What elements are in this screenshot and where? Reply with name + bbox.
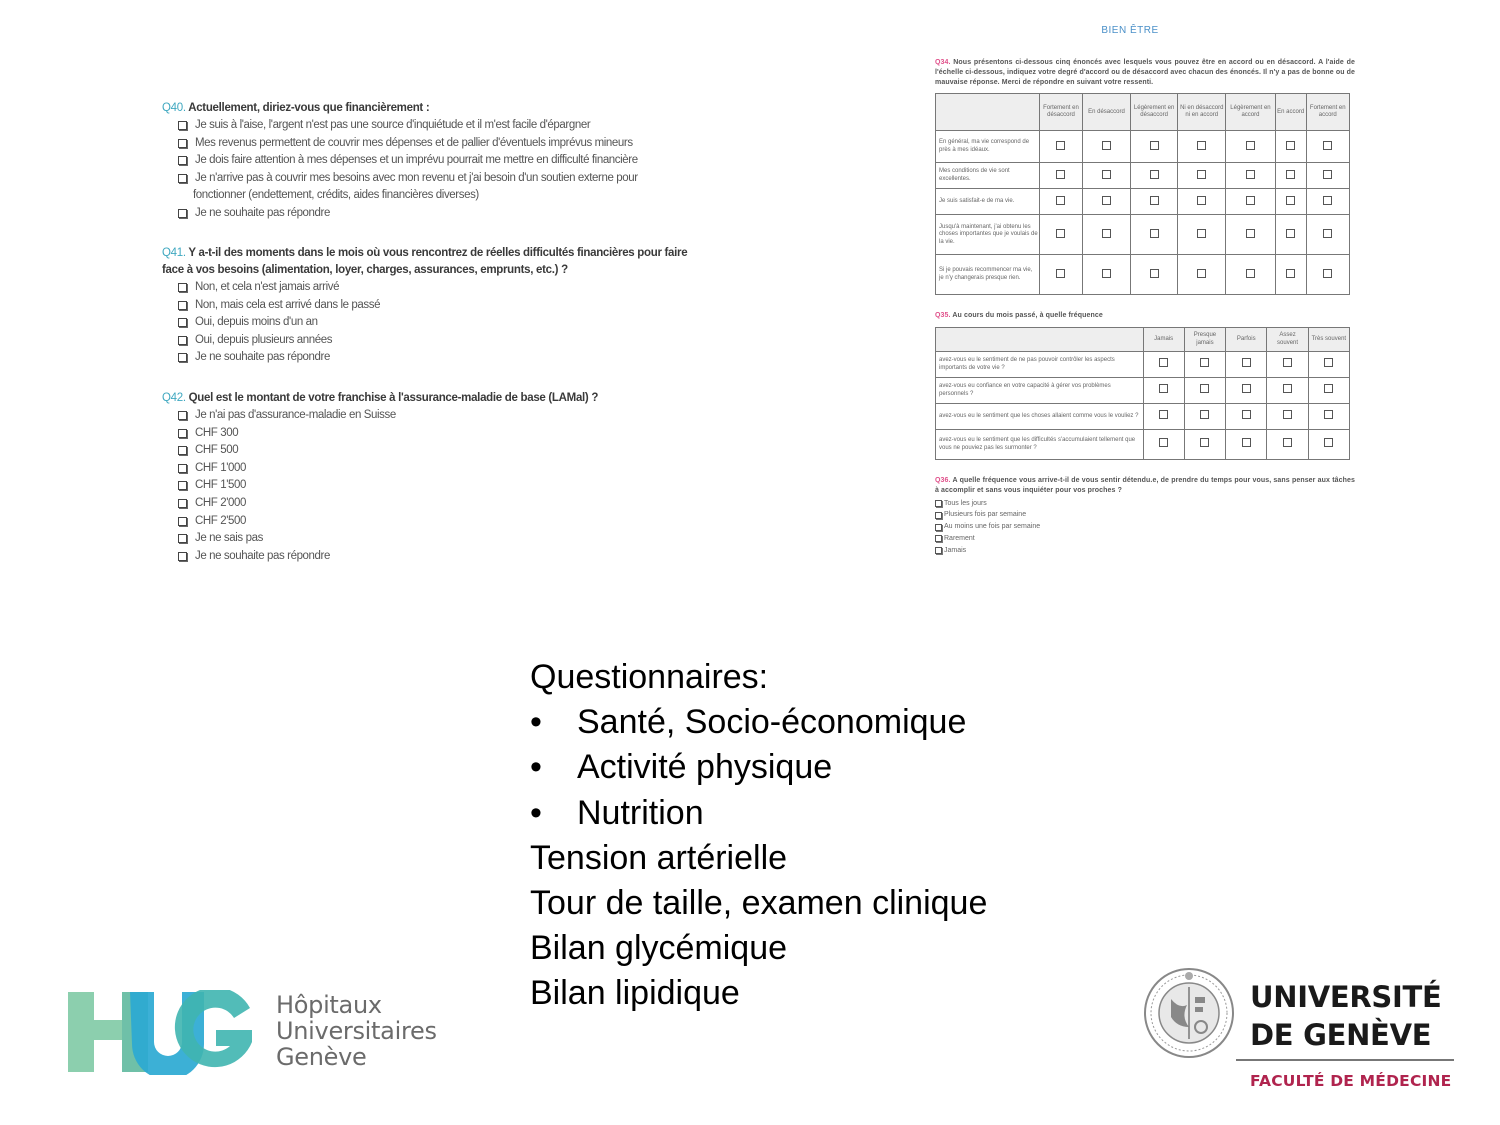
checkbox-icon <box>1283 358 1292 367</box>
q34-likert-table: Fortement en désaccord En désaccord Légèrement en désaccord Ni en désaccord ni en accord Légèrement en accord En accord Fortement en accord En général, ma vie correspond de près à mes idéaux. Mes conditions de vie sont excellentes. Je suis satisfait-e de ma vie. Jusqu'à maintenant, j'ai obtenu les choses importantes que je voulais de la vie. Si je pouvais recommencer ma vie, je n'y changerais presque rien. <box>935 93 1350 295</box>
option: CHF 2'000 <box>178 495 598 513</box>
checkbox-icon <box>178 411 187 420</box>
question-q42 <box>162 390 598 565</box>
checkbox-icon <box>178 353 187 362</box>
checkbox-icon <box>1159 358 1168 367</box>
option: Je ne souhaite pas répondre <box>178 205 638 223</box>
option: Plusieurs fois par semaine <box>935 509 1355 521</box>
checkbox-icon <box>935 500 942 507</box>
logo-divider <box>1236 1059 1454 1061</box>
checkbox-icon <box>1056 170 1065 179</box>
checkbox-icon <box>1056 196 1065 205</box>
option: Jamais <box>935 545 1355 557</box>
option: Je n'ai pas d'assurance-maladie en Suisse <box>178 407 598 425</box>
checkbox-icon <box>1286 170 1295 179</box>
checkbox-icon <box>1056 229 1065 238</box>
checkbox-icon <box>1056 141 1065 150</box>
checkbox-icon <box>178 283 187 292</box>
checkbox-icon <box>178 336 187 345</box>
checkbox-icon <box>1150 269 1159 278</box>
checkbox-icon <box>178 446 187 455</box>
checkbox-icon <box>1286 196 1295 205</box>
option: Oui, depuis moins d'un an <box>178 314 687 332</box>
checkbox-icon <box>1323 141 1332 150</box>
checkbox-icon <box>935 547 942 554</box>
checkbox-icon <box>178 139 187 148</box>
checkbox-icon <box>178 464 187 473</box>
main-text-block <box>530 655 987 1017</box>
checkbox-icon <box>1283 438 1292 447</box>
checkbox-icon <box>1323 269 1332 278</box>
table-row: avez-vous eu le sentiment que les difficultés s'accumulaient tellement que vous ne pouviez pas les surmonter ? <box>936 430 1350 460</box>
question-title-line2: face à vos besoins (alimentation, loyer, charges, assurances, emprunts, etc.) ? <box>162 264 568 276</box>
checkbox-icon <box>1286 141 1295 150</box>
option: Je ne sais pas <box>178 530 598 548</box>
checkbox-icon <box>1242 438 1251 447</box>
checkbox-icon <box>1197 141 1206 150</box>
checkbox-icon <box>1324 384 1333 393</box>
text-line: Tour de taille, examen clinique <box>530 884 988 923</box>
table-row: En général, ma vie correspond de près à mes idéaux. <box>936 131 1350 163</box>
checkbox-icon <box>178 534 187 543</box>
question-title: Q41. Y a-t-il des moments dans le mois où vous rencontrez de réelles difficultés financières pour faire <box>162 247 688 259</box>
bullet-item: • Activité physique <box>530 745 987 790</box>
option: Non, mais cela est arrivé dans le passé <box>178 297 687 315</box>
right-questionnaire-image <box>935 25 1355 556</box>
checkbox-icon <box>178 481 187 490</box>
option: Tous les jours <box>935 498 1355 510</box>
option: Je suis à l'aise, l'argent n'est pas une source d'inquiétude et il m'est facile d'épargner <box>178 117 638 135</box>
option: CHF 1'000 <box>178 460 598 478</box>
checkbox-icon <box>1197 170 1206 179</box>
hug-letters-icon <box>68 990 258 1075</box>
option: Je n'arrive pas à couvrir mes besoins avec mon revenu et j'ai besoin d'un soutien externe pour <box>178 170 638 188</box>
checkbox-icon <box>1286 269 1295 278</box>
bullet-icon: • <box>530 748 542 787</box>
checkbox-icon <box>1242 384 1251 393</box>
checkbox-icon <box>1197 229 1206 238</box>
table-row: avez-vous eu le sentiment que les choses allaient comme vous le vouliez ? <box>936 404 1350 430</box>
checkbox-icon <box>178 209 187 218</box>
checkbox-icon <box>178 156 187 165</box>
bullet-icon: • <box>530 703 542 742</box>
checkbox-icon <box>1150 141 1159 150</box>
option: Oui, depuis plusieurs années <box>178 332 687 350</box>
question-number: Q42. <box>162 392 186 404</box>
option: Je dois faire attention à mes dépenses et un imprévu pourrait me mettre en difficulté financière <box>178 152 638 170</box>
table-row: avez-vous eu le sentiment de ne pas pouvoir contrôler les aspects importants de votre vie ? <box>936 352 1350 378</box>
checkbox-icon <box>178 552 187 561</box>
question-q34-text: Q34. Nous présentons ci-dessous cinq énoncés avec lesquels vous pouvez être en accord ou en désaccord. A l'aide de l'échelle ci-dessous, indiquez votre degré d'accord ou de désaccord avec chacun des énoncés. Il n'y a pas de bonne ou de mauvaise réponse. Merci de répondre en suivant votre ressenti. <box>935 59 1356 86</box>
checkbox-icon <box>1246 170 1255 179</box>
q35-frequency-table: Jamais Presque jamais Parfois Assez souvent Très souvent avez-vous eu le sentiment de ne pas pouvoir contrôler les aspects importants de votre vie ? avez-vous eu confiance en votre capacité à gérer vos problèmes personnels ? avez-vous eu le sentiment que les choses allaient comme vous le vouliez ? avez-vous eu le sentiment que les difficultés s'accumulaient tellement que vous ne pouviez pas les surmonter ? <box>935 327 1350 460</box>
question-q40 <box>162 100 638 223</box>
checkbox-icon <box>1200 438 1209 447</box>
checkbox-icon <box>1159 384 1168 393</box>
checkbox-icon <box>1283 410 1292 419</box>
question-number: Q41. <box>162 247 186 259</box>
option: Mes revenus permettent de couvrir mes dépenses et de pallier d'éventuels imprévus mineurs <box>178 135 638 153</box>
option-continuation: fonctionner (endettement, crédits, aides financières diverses) <box>193 189 479 202</box>
question-q35-text: Q35. Au cours du mois passé, à quelle fréquence <box>935 312 1103 320</box>
checkbox-icon <box>1324 438 1333 447</box>
checkbox-icon <box>1323 229 1332 238</box>
checkbox-icon <box>1323 170 1332 179</box>
table-row: avez-vous eu confiance en votre capacité à gérer vos problèmes personnels ? <box>936 378 1350 404</box>
checkbox-icon <box>1246 269 1255 278</box>
checkbox-icon <box>1150 170 1159 179</box>
checkbox-icon <box>1102 141 1111 150</box>
checkbox-icon <box>1323 196 1332 205</box>
checkbox-icon <box>1242 410 1251 419</box>
option: CHF 1'500 <box>178 477 598 495</box>
checkbox-icon <box>1150 229 1159 238</box>
option: Au moins une fois par semaine <box>935 521 1355 533</box>
bullet-item: • Santé, Socio-économique <box>530 700 987 745</box>
checkbox-icon <box>1324 358 1333 367</box>
checkbox-icon <box>1246 196 1255 205</box>
checkbox-icon <box>1200 384 1209 393</box>
question-number: Q40. <box>162 102 186 114</box>
checkbox-icon <box>1102 196 1111 205</box>
checkbox-icon <box>178 301 187 310</box>
main-heading: Questionnaires: <box>530 658 769 696</box>
checkbox-icon <box>1200 358 1209 367</box>
checkbox-icon <box>1324 410 1333 419</box>
section-title: BIEN ÊTRE <box>1101 25 1159 36</box>
option: Rarement <box>935 533 1355 545</box>
checkbox-icon <box>1200 410 1209 419</box>
option: CHF 500 <box>178 442 598 460</box>
checkbox-icon <box>1056 269 1065 278</box>
checkbox-icon <box>178 121 187 130</box>
checkbox-icon <box>1286 229 1295 238</box>
checkbox-icon <box>1102 229 1111 238</box>
checkbox-icon <box>178 517 187 526</box>
table-row: Si je pouvais recommencer ma vie, je n'y changerais presque rien. <box>936 255 1350 295</box>
question-title: Q40. Actuellement, diriez-vous que financièrement : <box>162 102 430 114</box>
bullet-item: • Nutrition <box>530 791 987 836</box>
faculty-name: FACULTÉ DE MÉDECINE <box>1250 1072 1452 1090</box>
checkbox-icon <box>1159 410 1168 419</box>
checkbox-icon <box>1283 384 1292 393</box>
checkbox-icon <box>1159 438 1168 447</box>
table-row: Jusqu'à maintenant, j'ai obtenu les choses importantes que je voulais de la vie. <box>936 215 1350 255</box>
option: Je ne souhaite pas répondre <box>178 349 687 367</box>
checkbox-icon <box>1246 229 1255 238</box>
checkbox-icon <box>1102 170 1111 179</box>
checkbox-icon <box>1197 269 1206 278</box>
checkbox-icon <box>1150 196 1159 205</box>
question-title: Q42. Quel est le montant de votre franchise à l'assurance-maladie de base (LAMal) ? <box>162 392 599 404</box>
text-line: Bilan glycémique <box>530 929 788 968</box>
question-q41 <box>162 245 687 367</box>
text-line: Bilan lipidique <box>530 974 740 1013</box>
checkbox-icon <box>178 174 187 183</box>
checkbox-icon <box>178 318 187 327</box>
checkbox-icon <box>935 512 942 519</box>
option: Non, et cela n'est jamais arrivé <box>178 279 687 297</box>
text-line: Tension artérielle <box>530 838 788 877</box>
checkbox-icon <box>178 499 187 508</box>
option: Je ne souhaite pas répondre <box>178 548 598 566</box>
checkbox-icon <box>1102 269 1111 278</box>
checkbox-icon <box>1197 196 1206 205</box>
checkbox-icon <box>1246 141 1255 150</box>
bullet-icon: • <box>530 793 542 832</box>
checkbox-icon <box>935 535 942 542</box>
checkbox-icon <box>1242 358 1251 367</box>
university-name: UNIVERSITÉ DE GENÈVE <box>1250 980 1442 1052</box>
checkbox-icon <box>935 524 942 531</box>
option: CHF 2'500 <box>178 513 598 531</box>
university-seal-icon <box>1143 967 1235 1059</box>
option: CHF 300 <box>178 425 598 443</box>
table-row: Je suis satisfait-e de ma vie. <box>936 189 1350 215</box>
question-q36-text: Q36. A quelle fréquence vous arrive-t-il de vous sentir détendu.e, de prendre du temps pour vous, sans penser aux tâches à accomplir et sans vous inquiéter pour vos proches ? <box>935 477 1355 494</box>
checkbox-icon <box>178 429 187 438</box>
table-row: Mes conditions de vie sont excellentes. <box>936 163 1350 189</box>
hug-name: Hôpitaux Universitaires Genève <box>276 991 437 1071</box>
